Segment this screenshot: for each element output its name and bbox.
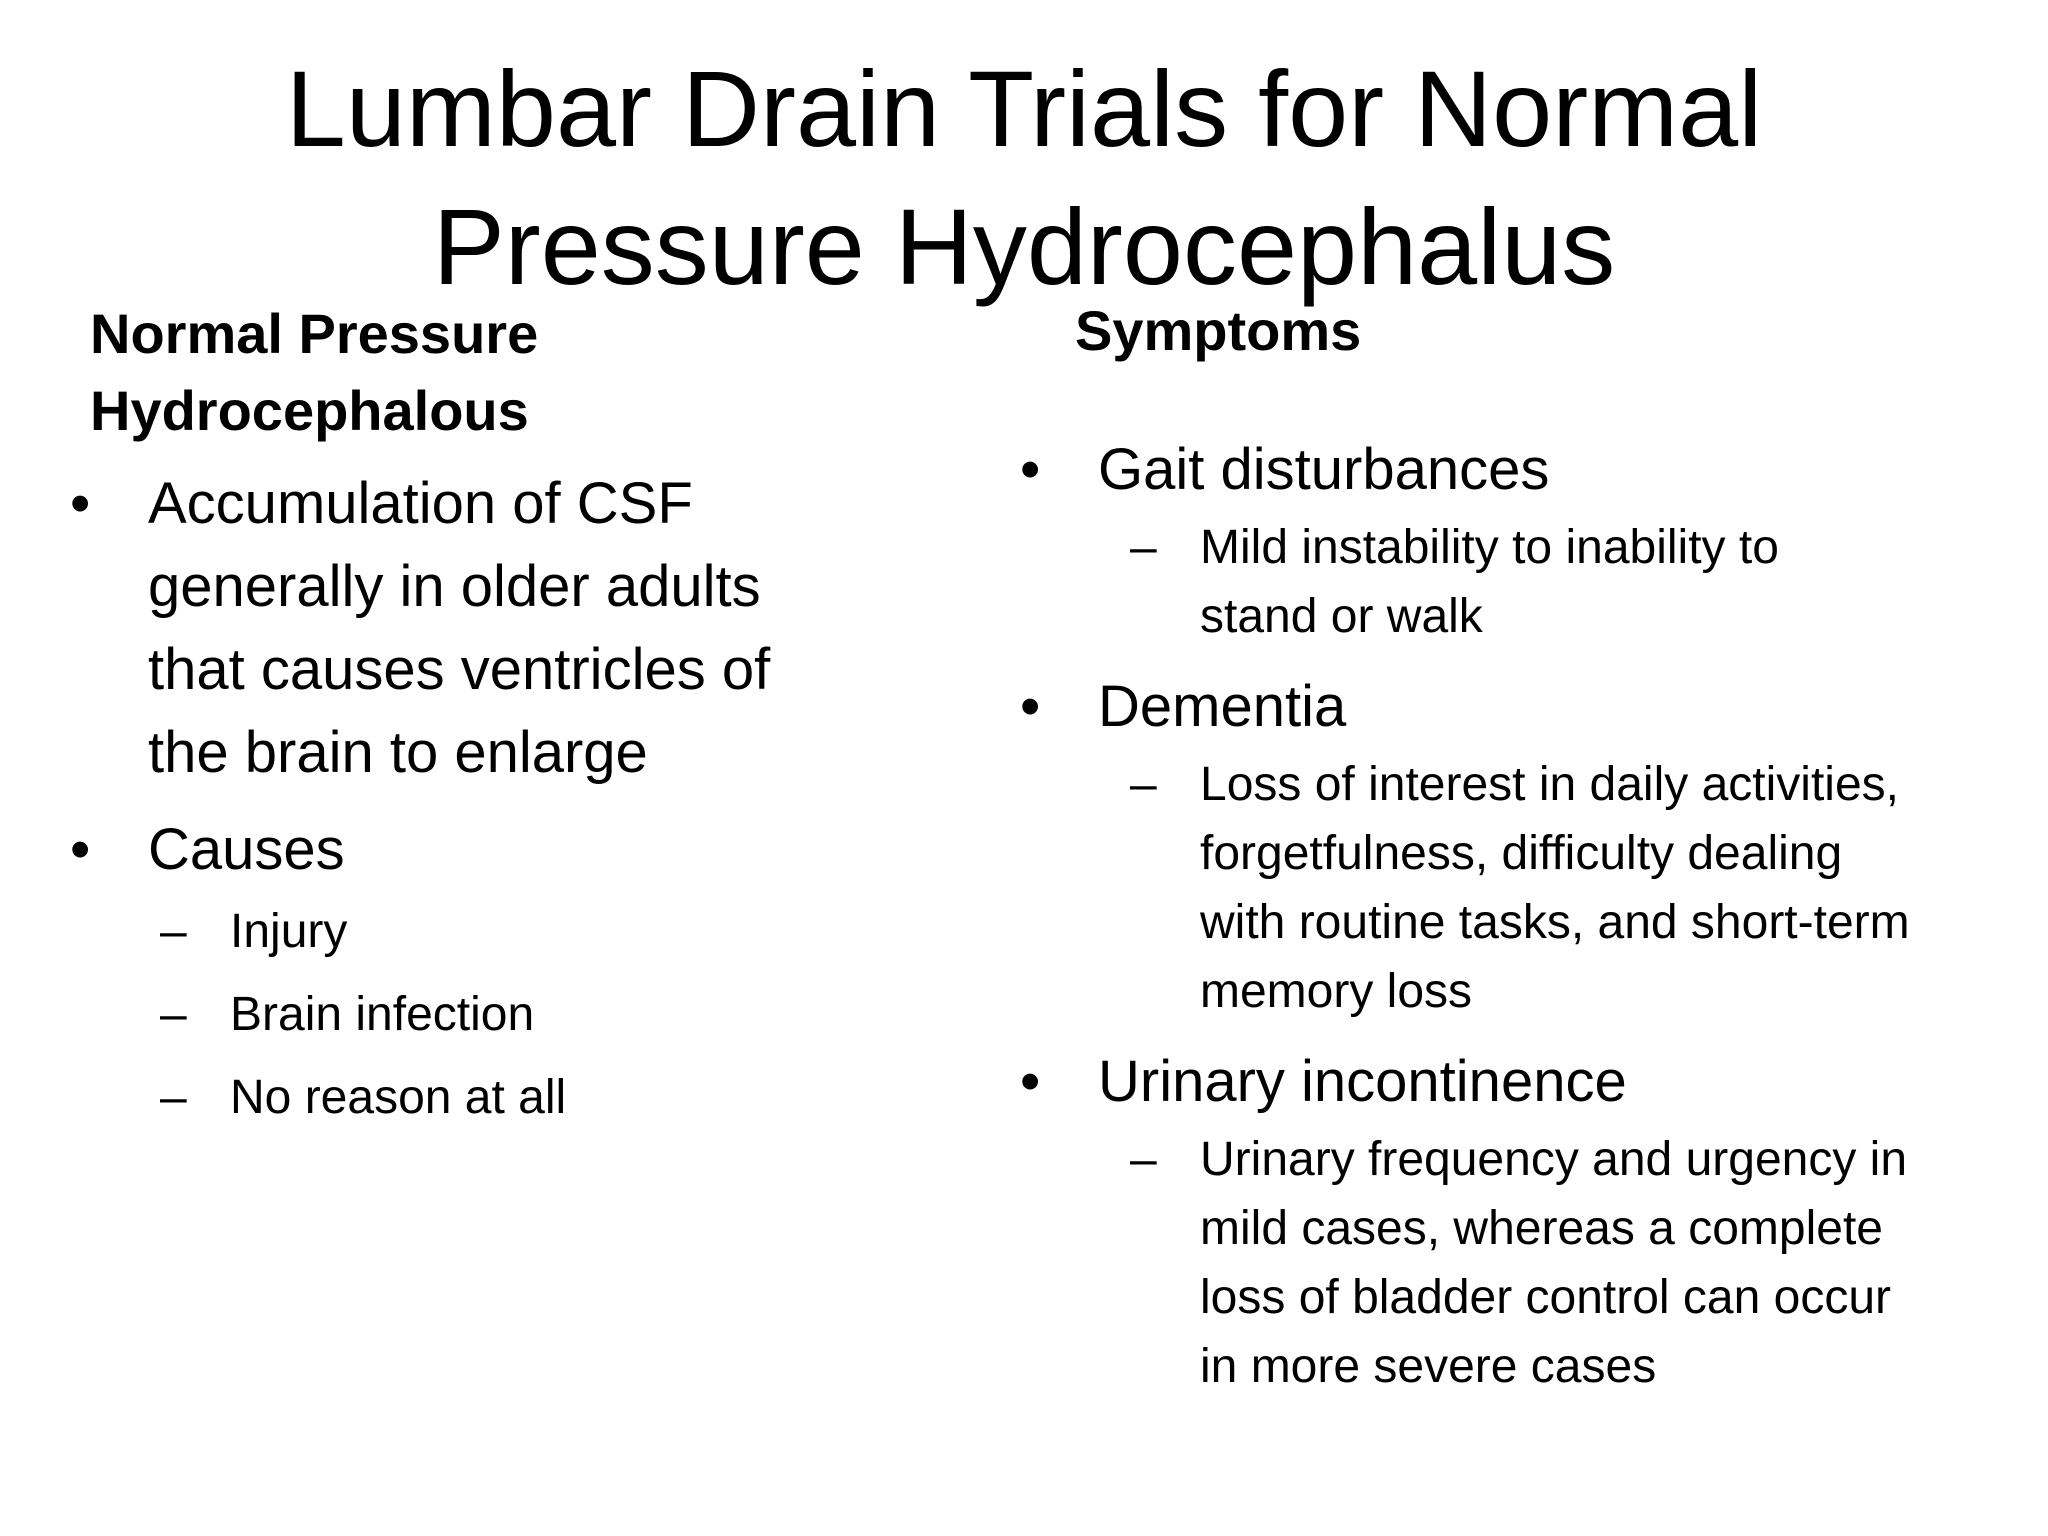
title-line-1: Lumbar Drain Trials for Normal <box>285 48 1763 169</box>
sub-item-text: forgetfulness, difficulty dealing <box>1200 827 1843 880</box>
bullet-icon: • <box>1020 674 1041 739</box>
right-bullet-list <box>1020 428 2020 1415</box>
sub-item-text: Mild instability to inability to <box>1200 521 1779 574</box>
left-heading-line-2: Hydrocephalous <box>90 379 529 442</box>
title-line-2: Pressure Hydrocephalus <box>432 186 1616 307</box>
sub-item-no-reason <box>160 1063 890 1132</box>
bullet-text-line: that causes ventricles of <box>148 637 771 702</box>
sub-item-text: loss of bladder control can occur <box>1200 1271 1892 1324</box>
list-item-gait-disturbances <box>1020 428 2020 511</box>
list-item-dementia <box>1020 665 2020 748</box>
gait-sublist <box>1130 513 2020 651</box>
bullet-text-line: Dementia <box>1098 674 1347 739</box>
bullet-text-line: Gait disturbances <box>1098 437 1550 502</box>
left-column-heading <box>90 295 538 449</box>
dash-icon: – <box>1130 521 1157 574</box>
sub-item-text: in more severe cases <box>1200 1340 1657 1393</box>
sub-item-text: stand or walk <box>1200 590 1483 643</box>
dash-icon: – <box>1130 1133 1157 1186</box>
sub-item-text: with routine tasks, and short-term <box>1200 896 1910 949</box>
dash-icon: – <box>160 905 187 958</box>
bullet-text-line: Urinary incontinence <box>1098 1049 1627 1114</box>
list-item-csf-accumulation <box>70 462 890 794</box>
sub-item-text: Loss of interest in daily activities, <box>1200 758 1899 811</box>
dash-icon: – <box>160 988 187 1041</box>
causes-sublist <box>160 897 890 1132</box>
gait-sublist-wrapper <box>1020 513 2020 651</box>
causes-sublist-wrapper <box>70 897 890 1132</box>
left-bullet-list <box>70 462 890 1146</box>
bullet-icon: • <box>70 471 91 536</box>
sub-item-injury <box>160 897 890 966</box>
dementia-sublist <box>1130 750 2020 1026</box>
sub-item-urinary-detail <box>1130 1125 2020 1401</box>
bullet-icon: • <box>1020 1049 1041 1114</box>
sub-item-text: Urinary frequency and urgency in <box>1200 1133 1908 1186</box>
list-item-urinary-incontinence <box>1020 1040 2020 1123</box>
slide-title <box>0 40 2048 316</box>
bullet-text-line: Accumulation of CSF <box>148 471 693 536</box>
list-item-causes <box>70 808 890 891</box>
sub-item-text: Brain infection <box>230 988 535 1041</box>
sub-item-text: mild cases, whereas a complete <box>1200 1202 1883 1255</box>
sub-item-gait-detail <box>1130 513 2020 651</box>
bullet-text-line: generally in older adults <box>148 554 761 619</box>
bullet-text-line: the brain to enlarge <box>148 720 648 785</box>
dash-icon: – <box>160 1071 187 1124</box>
bullet-icon: • <box>1020 437 1041 502</box>
sub-item-text: Injury <box>230 905 348 958</box>
urinary-sublist <box>1130 1125 2020 1401</box>
bullet-icon: • <box>70 817 91 882</box>
dementia-sublist-wrapper <box>1020 750 2020 1026</box>
sub-item-brain-infection <box>160 980 890 1049</box>
left-heading-line-1: Normal Pressure <box>90 302 539 365</box>
sub-item-text: memory loss <box>1200 965 1473 1018</box>
dash-icon: – <box>1130 758 1157 811</box>
bullet-text-line: Causes <box>148 817 345 882</box>
sub-item-dementia-detail <box>1130 750 2020 1026</box>
urinary-sublist-wrapper <box>1020 1125 2020 1401</box>
right-column-heading: Symptoms <box>1075 299 1362 362</box>
sub-item-text: No reason at all <box>230 1071 567 1124</box>
